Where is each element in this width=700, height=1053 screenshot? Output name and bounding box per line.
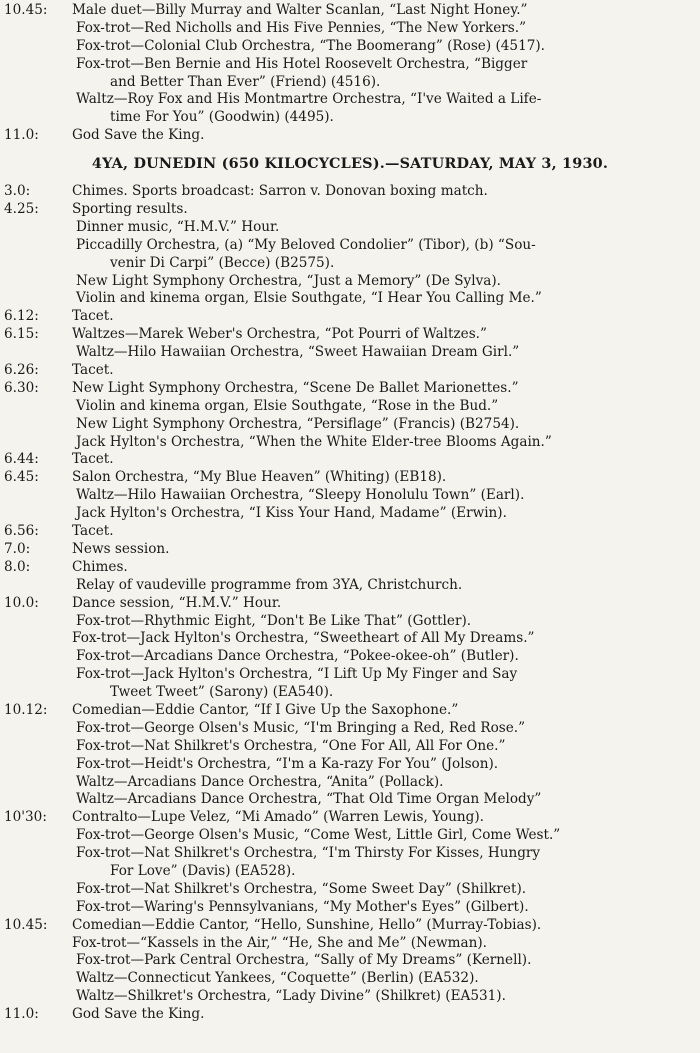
- programme-line: [0, 219, 700, 237]
- programme-item: venir Di Carpi” (Becce) (B2575).: [110, 254, 335, 271]
- programme-line: [0, 970, 700, 988]
- programme-line: [0, 541, 700, 559]
- programme-line: [0, 469, 700, 487]
- programme-line: [0, 183, 700, 201]
- time-slot: 6.56:: [4, 523, 39, 540]
- programme-item: Tacet.: [72, 362, 114, 379]
- programme-line: [0, 988, 700, 1006]
- programme-item: Fox-trot—Nat Shilkret's Orchestra, “One For All, All For One.”: [76, 737, 506, 754]
- programme-item: Fox-trot—“Kassels in the Air,” “He, She and Me” (Newman).: [72, 934, 488, 951]
- station-heading: 4YA, DUNEDIN (650 KILOCYCLES).—SATURDAY, MAY 3, 1930.: [91, 155, 609, 173]
- programme-item: Comedian—Eddie Cantor, “Hello, Sunshine, Hello” (Murray-Tobias).: [72, 916, 542, 933]
- programme-item: Dance session, “H.M.V.” Hour.: [72, 594, 282, 611]
- programme-line: [0, 756, 700, 774]
- programme-item: Waltz—Arcadians Dance Orchestra, “Anita” (Pollack).: [76, 773, 444, 790]
- programme-line: [0, 91, 700, 109]
- programme-line: [0, 1006, 700, 1024]
- programme-line: [0, 273, 700, 291]
- time-slot: 6.30:: [4, 379, 39, 396]
- programme-line: [0, 827, 700, 845]
- programme-line: [0, 738, 700, 756]
- programme-line: [0, 917, 700, 935]
- programme-item: Fox-trot—Park Central Orchestra, “Sally of My Dreams” (Kernell).: [76, 952, 532, 969]
- programme-item: Jack Hylton's Orchestra, “I Kiss Your Hand, Madame” (Erwin).: [76, 505, 507, 522]
- programme-item: Fox-trot—Nat Shilkret's Orchestra, “Some Sweet Day” (Shilkret).: [76, 880, 527, 897]
- programme-item: For Love” (Davis) (EA528).: [110, 862, 296, 879]
- programme-line: [0, 577, 700, 595]
- programme-item: Violin and kinema organ, Elsie Southgate, “I Hear You Calling Me.”: [76, 290, 542, 307]
- programme-item: Jack Hylton's Orchestra, “When the White Elder-tree Blooms Again.”: [76, 433, 552, 450]
- programme-item: News session.: [72, 540, 170, 557]
- programme-item: Dinner music, “H.M.V.” Hour.: [76, 218, 280, 235]
- programme-line: [0, 38, 700, 56]
- programme-item: Waltz—Connecticut Yankees, “Coquette” (Berlin) (EA532).: [76, 970, 479, 987]
- programme-line: [0, 720, 700, 738]
- time-slot: 10'30:: [4, 809, 47, 826]
- programme-line: [0, 899, 700, 917]
- programme-line: [0, 791, 700, 809]
- programme-line: [0, 109, 700, 127]
- programme-line: [0, 559, 700, 577]
- programme-line: [0, 595, 700, 613]
- programme-item: Relay of vaudeville programme from 3YA, Christchurch.: [76, 576, 463, 593]
- programme-line: [0, 774, 700, 792]
- programme-item: God Save the King.: [72, 127, 205, 144]
- programme-line: [0, 74, 700, 92]
- programme-item: Male duet—Billy Murray and Walter Scanlan, “Last Night Honey.”: [72, 2, 528, 18]
- time-slot: 10.45:: [4, 916, 48, 933]
- programme-line: [0, 20, 700, 38]
- programme-item: Tacet.: [72, 523, 114, 540]
- programme-item: time For You” (Goodwin) (4495).: [110, 109, 334, 126]
- programme-item: Fox-trot—Red Nicholls and His Five Pennies, “The New Yorkers.”: [76, 19, 527, 36]
- programme-line: [0, 127, 700, 145]
- programme-item: Waltz—Hilo Hawaiian Orchestra, “Sweet Hawaiian Dream Girl.”: [76, 344, 520, 361]
- time-slot: 11.0:: [4, 127, 39, 144]
- programme-line: [0, 613, 700, 631]
- programme-line: [0, 952, 700, 970]
- programme-line: [0, 326, 700, 344]
- programme-item: Fox-trot—Jack Hylton's Orchestra, “I Lift Up My Finger and Say: [76, 666, 518, 683]
- programme-item: Fox-trot—Nat Shilkret's Orchestra, “I'm Thirsty For Kisses, Hungry: [76, 845, 541, 862]
- programme-item: New Light Symphony Orchestra, “Persiflage” (Francis) (B2754).: [76, 415, 520, 432]
- programme-item: Comedian—Eddie Cantor, “If I Give Up the Saxophone.”: [72, 701, 459, 718]
- time-slot: 6.12:: [4, 308, 39, 325]
- programme-line: [0, 648, 700, 666]
- programme-line: [0, 344, 700, 362]
- programme-item: Waltz—Arcadians Dance Orchestra, “That Old Time Organ Melody”: [76, 791, 542, 808]
- programme-line: [0, 935, 700, 953]
- time-slot: 10.12:: [4, 701, 48, 718]
- time-slot: 7.0:: [4, 540, 31, 557]
- programme-line: [0, 863, 700, 881]
- programme-line: [0, 630, 700, 648]
- time-slot: 10.45:: [4, 2, 48, 18]
- programme-item: Fox-trot—Heidt's Orchestra, “I'm a Ka-razy For You” (Jolson).: [76, 755, 499, 772]
- programme-line: [0, 684, 700, 702]
- time-slot: 8.0:: [4, 558, 31, 575]
- programme-line: [0, 398, 700, 416]
- time-slot: 6.44:: [4, 451, 39, 468]
- programme-line: [0, 308, 700, 326]
- programme-line: [0, 666, 700, 684]
- programme-line: [0, 290, 700, 308]
- programme-item: Chimes.: [72, 558, 128, 575]
- programme-line: [0, 201, 700, 219]
- programme-line: [0, 255, 700, 273]
- programme-item: Fox-trot—Ben Bernie and His Hotel Roosevelt Orchestra, “Bigger: [76, 55, 528, 72]
- programme-item: Waltzes—Marek Weber's Orchestra, “Pot Pourri of Waltzes.”: [72, 326, 487, 343]
- programme-line: [0, 451, 700, 469]
- programme-item: Waltz—Roy Fox and His Montmartre Orchestra, “I've Waited a Life-: [76, 91, 542, 108]
- programme-item: Fox-trot—George Olsen's Music, “I'm Bringing a Red, Red Rose.”: [76, 719, 526, 736]
- time-slot: 6.15:: [4, 326, 39, 343]
- programme-item: New Light Symphony Orchestra, “Just a Memory” (De Sylva).: [76, 272, 501, 289]
- programme-item: Sporting results.: [72, 201, 188, 218]
- programme-line: [0, 380, 700, 398]
- time-slot: 6.45:: [4, 469, 39, 486]
- programme-line: [0, 505, 700, 523]
- programme-line: [0, 434, 700, 452]
- programme-item: Tacet.: [72, 451, 114, 468]
- programme-item: and Better Than Ever” (Friend) (4516).: [110, 73, 381, 90]
- programme-line: [0, 809, 700, 827]
- programme-item: Fox-trot—Jack Hylton's Orchestra, “Sweetheart of All My Dreams.”: [72, 630, 535, 647]
- programme-item: Salon Orchestra, “My Blue Heaven” (Whiting) (EB18).: [72, 469, 447, 486]
- programme-item: God Save the King.: [72, 1006, 205, 1023]
- programme-line: [0, 523, 700, 541]
- programme-line: [0, 881, 700, 899]
- programme-line: [0, 416, 700, 434]
- programme-item: Fox-trot—Arcadians Dance Orchestra, “Pokee-okee-oh” (Butler).: [76, 648, 519, 665]
- programme-line: [0, 2, 700, 20]
- time-slot: 4.25:: [4, 201, 39, 218]
- programme-item: New Light Symphony Orchestra, “Scene De Ballet Marionettes.”: [72, 379, 519, 396]
- programme-line: [0, 237, 700, 255]
- programme-item: Waltz—Hilo Hawaiian Orchestra, “Sleepy Honolulu Town” (Earl).: [76, 487, 525, 504]
- time-slot: 3.0:: [4, 183, 31, 200]
- programme-item: Fox-trot—Waring's Pennsylvanians, “My Mother's Eyes” (Gilbert).: [76, 898, 529, 915]
- programme-line: [0, 56, 700, 74]
- time-slot: 11.0:: [4, 1006, 39, 1023]
- programme-item: Tweet Tweet” (Sarony) (EA540).: [110, 684, 334, 701]
- programme-item: Piccadilly Orchestra, (a) “My Beloved Condolier” (Tibor), (b) “Sou-: [76, 236, 536, 253]
- programme-item: Contralto—Lupe Velez, “Mi Amado” (Warren Lewis, Young).: [72, 809, 484, 826]
- programme-item: Fox-trot—Rhythmic Eight, “Don't Be Like That” (Gottler).: [76, 612, 472, 629]
- programme-item: Fox-trot—Colonial Club Orchestra, “The Boomerang” (Rose) (4517).: [76, 37, 546, 54]
- programme-line: [0, 702, 700, 720]
- time-slot: 6.26:: [4, 362, 39, 379]
- previous-station-listing: [0, 2, 700, 145]
- dunedin-programme-listing: [0, 183, 700, 1024]
- time-slot: 10.0:: [4, 594, 39, 611]
- programme-line: [0, 487, 700, 505]
- programme-item: Violin and kinema organ, Elsie Southgate, “Rose in the Bud.”: [76, 397, 499, 414]
- programme-item: Chimes. Sports broadcast: Sarron v. Donovan boxing match.: [72, 183, 488, 200]
- programme-line: [0, 362, 700, 380]
- programme-item: Fox-trot—George Olsen's Music, “Come West, Little Girl, Come West.”: [76, 827, 561, 844]
- programme-item: Tacet.: [72, 308, 114, 325]
- programme-item: Waltz—Shilkret's Orchestra, “Lady Divine” (Shilkret) (EA531).: [76, 988, 506, 1005]
- programme-line: [0, 845, 700, 863]
